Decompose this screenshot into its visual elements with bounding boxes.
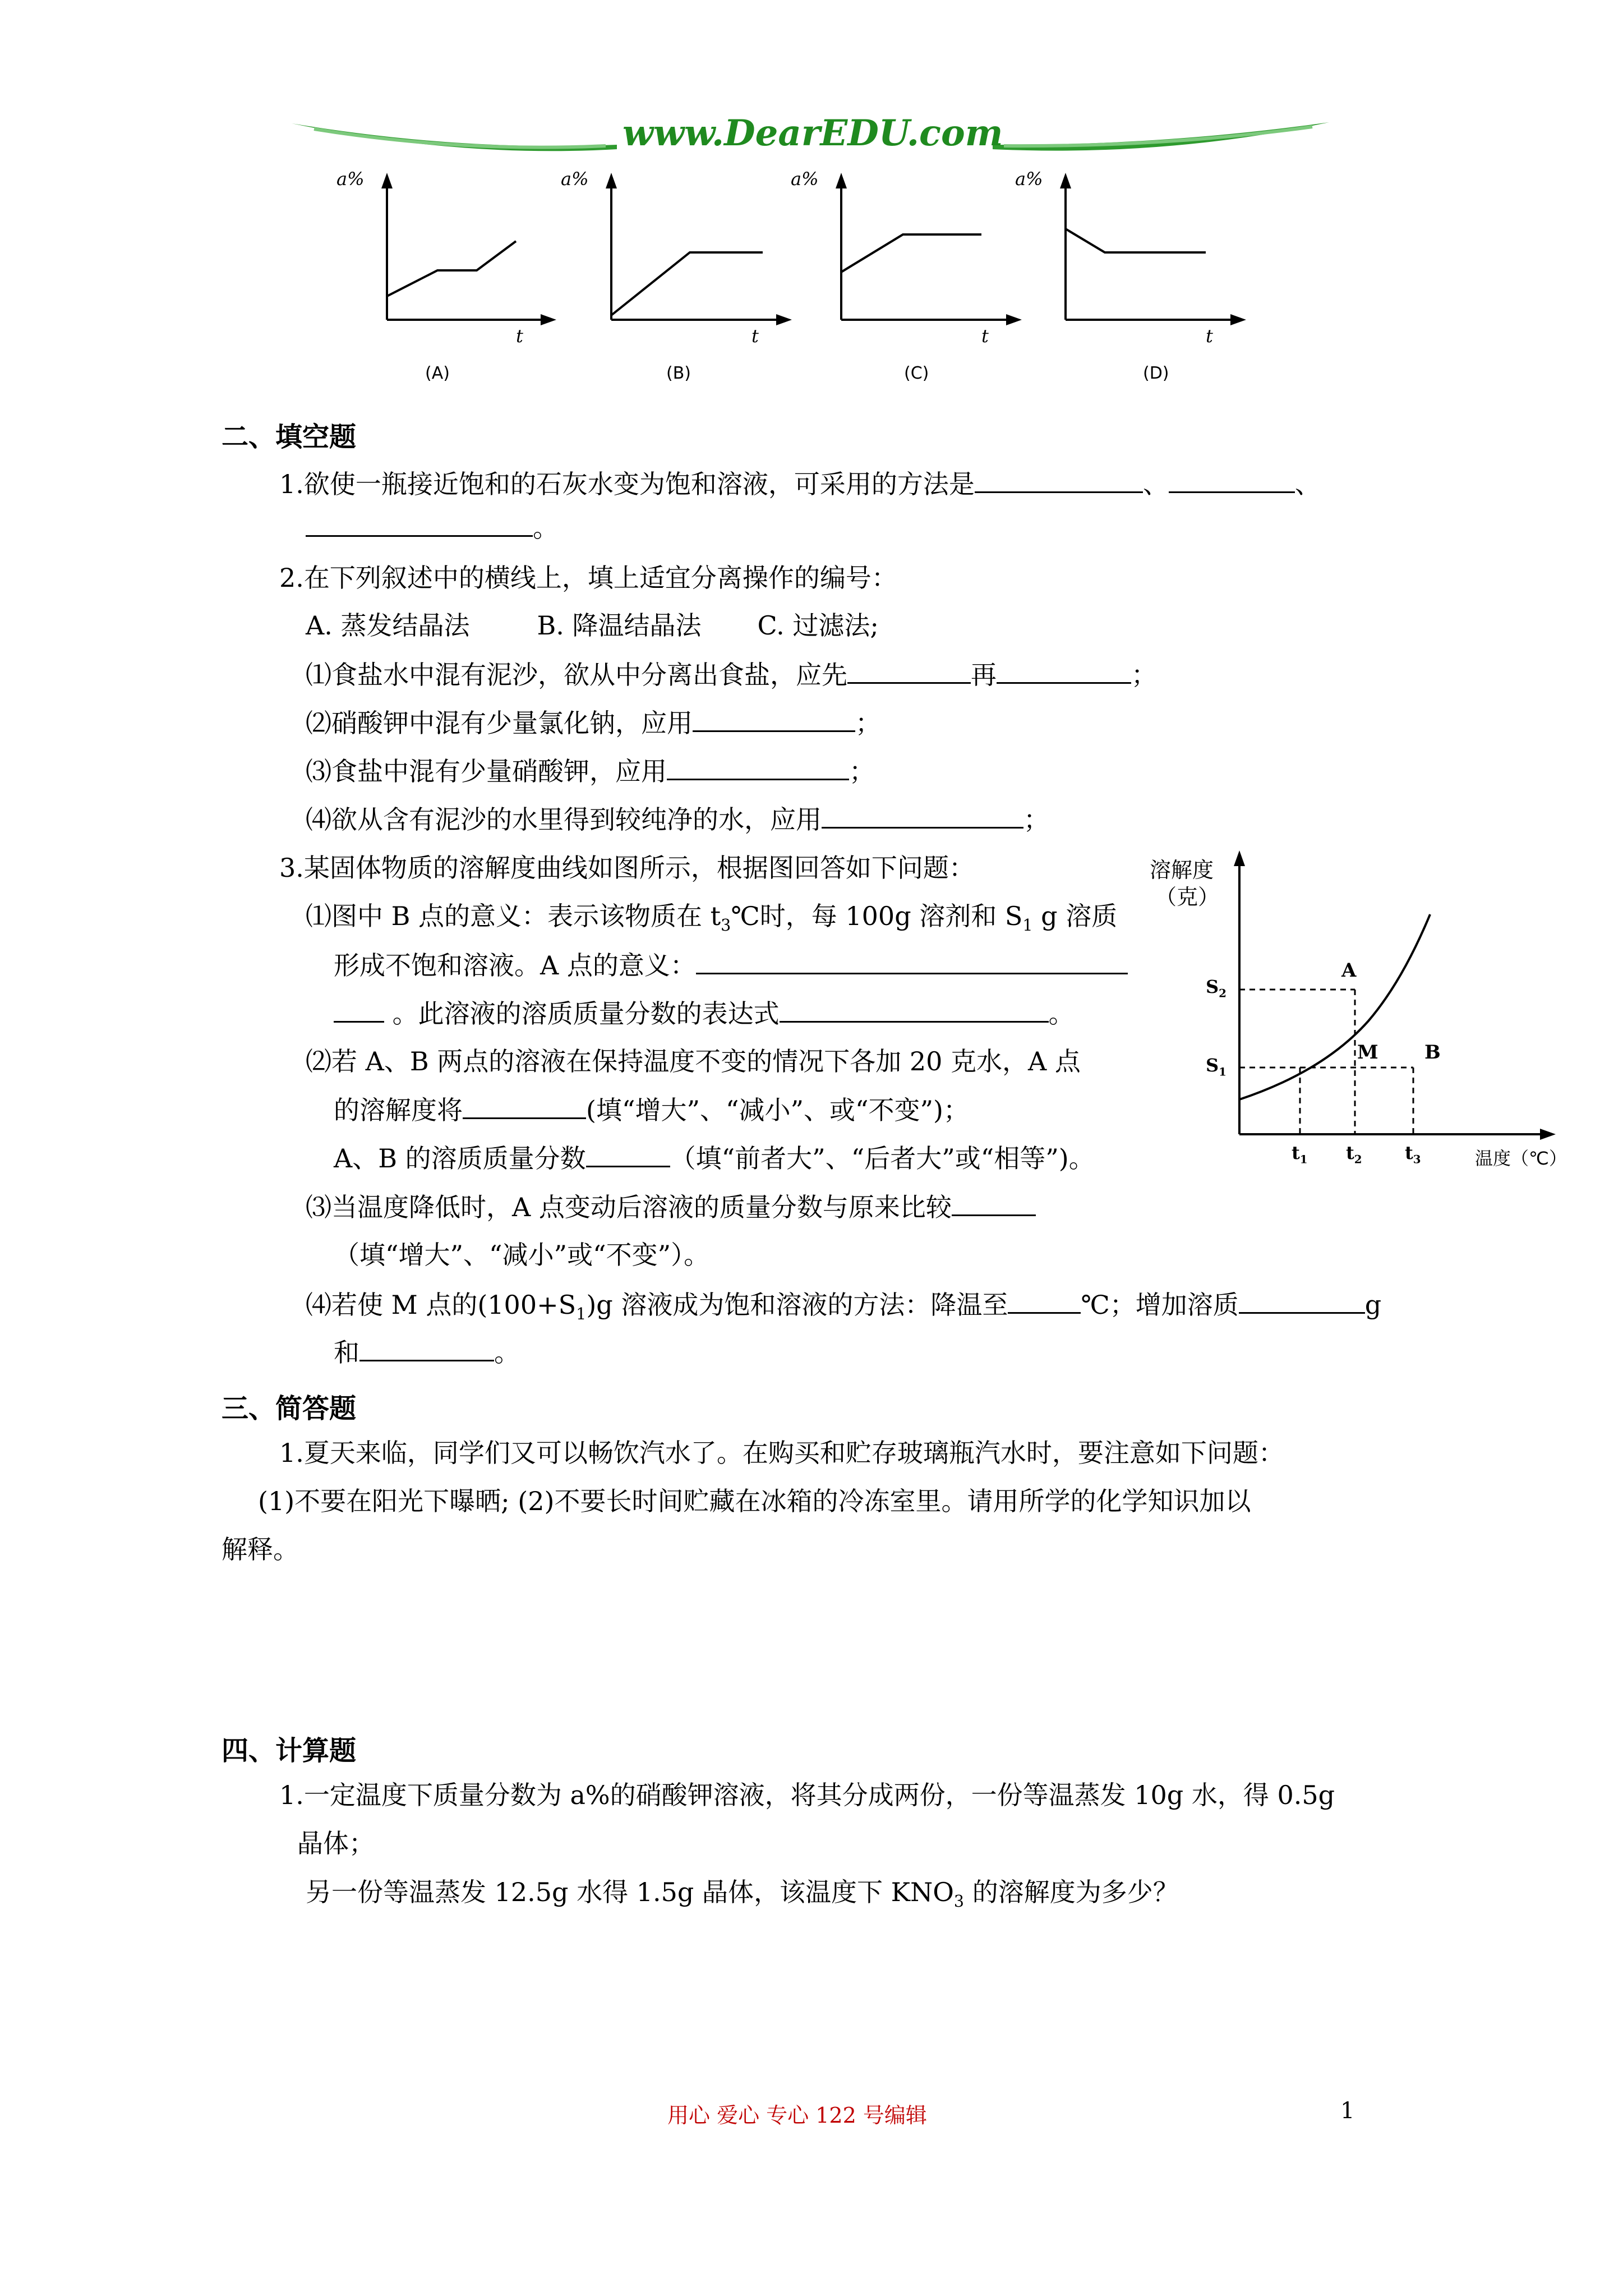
curve-t2-label: $t_2$ [1346, 1142, 1362, 1166]
q1-line [279, 467, 1321, 501]
curve-t1-label: $t_1$ [1292, 1142, 1308, 1166]
q3-p1-blank-2[interactable] [334, 996, 384, 1023]
q2-p3-blank[interactable] [667, 754, 849, 780]
q3-p1-text-b: ℃时，每 100g 溶剂和 S [731, 901, 1023, 931]
q3-p1-a-meaning: 形成不饱和溶液。A 点的意义： [334, 950, 696, 981]
graph-c-caption: (C) [904, 364, 929, 383]
q3-intro: 3.某固体物质的溶解度曲线如图所示，根据图回答如下问题： [279, 853, 975, 883]
section-title-fill-blank: 二、填空题 [222, 421, 357, 453]
s4-q1-line2: 晶体； [297, 1828, 375, 1858]
q1-text: 1.欲使一瓶接近饱和的石灰水变为饱和溶液，可采用的方法是 [279, 469, 975, 499]
q2-p1-blank-2[interactable] [997, 657, 1131, 684]
q1-blank-2[interactable] [1169, 467, 1295, 493]
q3-p4-unit: g [1364, 1290, 1382, 1320]
q3-p2-line3 [334, 1141, 1095, 1175]
graph-d-caption: (D) [1143, 364, 1169, 383]
graph-d [1060, 173, 1246, 325]
q3-p1-sub2: 1 [1022, 916, 1033, 935]
q3-p1-text-a: ⑴图中 B 点的意义：表示该物质在 t [306, 901, 721, 931]
q2-p3 [306, 754, 875, 788]
q2-option-b: B. 降温结晶法 [537, 610, 702, 641]
q2-p1-text: ⑴食盐水中混有泥沙，欲从中分离出食盐，应先 [306, 660, 847, 690]
q3-p1-expr-text: 。此溶液的溶质质量分数的表达式 [384, 999, 780, 1029]
q2-p1 [306, 657, 1157, 692]
q3-p1-blank-1[interactable] [696, 948, 1128, 974]
q2-p2-end: ； [855, 708, 881, 738]
q2-p3-end: ； [849, 756, 875, 786]
q1-end: 。 [533, 513, 559, 543]
q1-blank-1[interactable] [975, 467, 1143, 493]
q2-p1-blank-1[interactable] [847, 657, 971, 684]
q2-intro: 2.在下列叙述中的横线上，填上适宜分离操作的编号： [279, 563, 897, 593]
q3-p2-blank-2[interactable] [586, 1141, 670, 1167]
q3-p4-text-c: ℃；增加溶质 [1081, 1290, 1239, 1320]
q3-p1-line2 [334, 948, 1128, 982]
graph-a [359, 168, 556, 325]
graph-a-xlabel: t [516, 325, 523, 347]
section-title-calculation: 四、计算题 [222, 1735, 357, 1766]
q2-p4-text: ⑷欲从含有泥沙的水里得到较纯净的水，应用 [306, 804, 822, 835]
q3-p1-line1 [306, 899, 1117, 942]
s4-q1-line1: 1.一定温度下质量分数为 a%的硝酸钾溶液，将其分成两份，一份等温蒸发 10g 水，得 0.5g [279, 1780, 1335, 1810]
q2-option-c: C. 过滤法; [757, 610, 879, 641]
q2-p3-text: ⑶食盐中混有少量硝酸钾，应用 [306, 756, 667, 786]
q3-p4-line1 [306, 1287, 1381, 1331]
q1-line2 [306, 510, 559, 545]
small-graphs [314, 168, 1267, 387]
q2-p4-end: ； [1023, 804, 1049, 835]
q2-p2 [306, 706, 881, 740]
s4-q1-text-b: 的溶解度为多少？ [964, 1877, 1179, 1907]
s3-q1-line2: (1)不要在阳光下曝晒; (2)不要长时间贮藏在冰箱的冷冻室里。请用所学的化学知识加以 [258, 1486, 1251, 1516]
q3-p4-blank-3[interactable] [359, 1335, 494, 1361]
q3-p2-fraction-text: A、B 的溶质质量分数 [334, 1143, 586, 1174]
q2-p2-blank[interactable] [693, 706, 855, 732]
q2-p4-blank[interactable] [822, 802, 1023, 829]
q3-p2-blank-1[interactable] [463, 1093, 586, 1119]
q3-p4-sub: 1 [576, 1305, 587, 1324]
q3-p3-line1 [306, 1190, 1036, 1224]
q1-sep1: 、 [1142, 469, 1169, 499]
curve-point-b: B [1424, 1041, 1441, 1064]
q2-p1-then: 再 [971, 660, 997, 690]
graph-d-xlabel: t [1206, 325, 1213, 347]
q3-p4-blank-1[interactable] [1008, 1287, 1081, 1314]
q2-p4 [306, 802, 1049, 836]
curve-x-title: 温度（℃） [1475, 1148, 1567, 1169]
graph-c [836, 173, 1022, 325]
q2-option-a: A. 蒸发结晶法 [306, 610, 470, 641]
q3-p2-line1: ⑵若 A、B 两点的溶液在保持温度不变的情况下各加 20 克水，A 点 [306, 1046, 1081, 1076]
graph-b-xlabel: t [751, 325, 759, 347]
q1-sep2: 、 [1294, 469, 1321, 499]
curve-t3-label: $t_3$ [1405, 1142, 1421, 1166]
q3-p4-end: 。 [494, 1337, 520, 1368]
q3-p2-solubility-text: 的溶解度将 [334, 1095, 463, 1125]
s3-q1-line1: 1.夏天来临，同学们又可以畅饮汽水了。在购买和贮存玻璃瓶汽水时，要注意如下问题： [279, 1438, 1284, 1468]
q2-p1-end: ； [1131, 660, 1157, 690]
q3-p1-blank-3[interactable] [780, 996, 1049, 1023]
q2-p2-text: ⑵硝酸钾中混有少量氯化钠，应用 [306, 708, 693, 738]
curve-point-m: M [1357, 1041, 1378, 1064]
graph-d-ylabel: a% [1015, 168, 1043, 190]
s4-q1-sub: 3 [953, 1892, 965, 1911]
graph-c-xlabel: t [981, 325, 989, 347]
q3-p4-blank-2[interactable] [1239, 1287, 1365, 1314]
s3-q1-line3: 解释。 [222, 1534, 299, 1565]
graph-c-ylabel: a% [791, 168, 819, 190]
q1-blank-3[interactable] [306, 510, 533, 537]
q3-p4-line2 [334, 1335, 520, 1369]
q3-p4-text-b: )g 溶液成为饱和溶液的方法：降温至 [586, 1290, 1008, 1320]
graph-a-ylabel: a% [336, 168, 365, 190]
q2-options [306, 609, 879, 642]
q3-p1-end: 。 [1048, 999, 1075, 1029]
q3-p4-and: 和 [334, 1337, 359, 1368]
q3-p1-text-c: g 溶质 [1032, 901, 1118, 931]
header-logo [292, 112, 1329, 163]
q3-p3-blank[interactable] [952, 1190, 1036, 1216]
s4-q1-text-a: 另一份等温蒸发 12.5g 水得 1.5g 晶体，该温度下 KNO [306, 1877, 954, 1907]
solubility-curve-figure [1189, 847, 1581, 1161]
graph-b-ylabel: a% [561, 168, 589, 190]
q3-p3-line2: （填“增大”、“减小”或“不变”）。 [334, 1240, 710, 1270]
q3-p2-line2 [334, 1093, 969, 1127]
q3-p1-sub: 3 [721, 916, 731, 935]
curve-s1-label: $S_1$ [1206, 1055, 1227, 1079]
curve-y-title: 溶解度 [1150, 858, 1214, 882]
graph-a-caption: (A) [425, 364, 450, 383]
q3-p2-options-2: （填“前者大”、“后者大”或“相等”)。 [670, 1143, 1095, 1174]
logo-text: www.DearEDU.com [623, 112, 1003, 154]
graph-b-caption: (B) [666, 364, 691, 383]
page-number: 1 [1340, 2098, 1355, 2124]
section-title-short-answer: 三、简答题 [222, 1393, 357, 1424]
q3-p1-line3 [334, 996, 1075, 1030]
graph-b [606, 173, 792, 325]
curve-point-a: A [1341, 959, 1357, 982]
curve-s2-label: $S_2$ [1206, 976, 1227, 1000]
footer-credit: 用心 爱心 专心 122 号编辑 [667, 2103, 927, 2128]
q3-p3-text: ⑶当温度降低时，A 点变动后溶液的质量分数与原来比较 [306, 1192, 952, 1222]
s4-q1-line3 [306, 1875, 1179, 1918]
curve-y-unit: （克） [1155, 885, 1220, 909]
q3-p2-options-1: (填“增大”、“减小”、或“不变”)； [586, 1095, 969, 1125]
q3-p4-text-a: ⑷若使 M 点的(100+S [306, 1290, 577, 1320]
